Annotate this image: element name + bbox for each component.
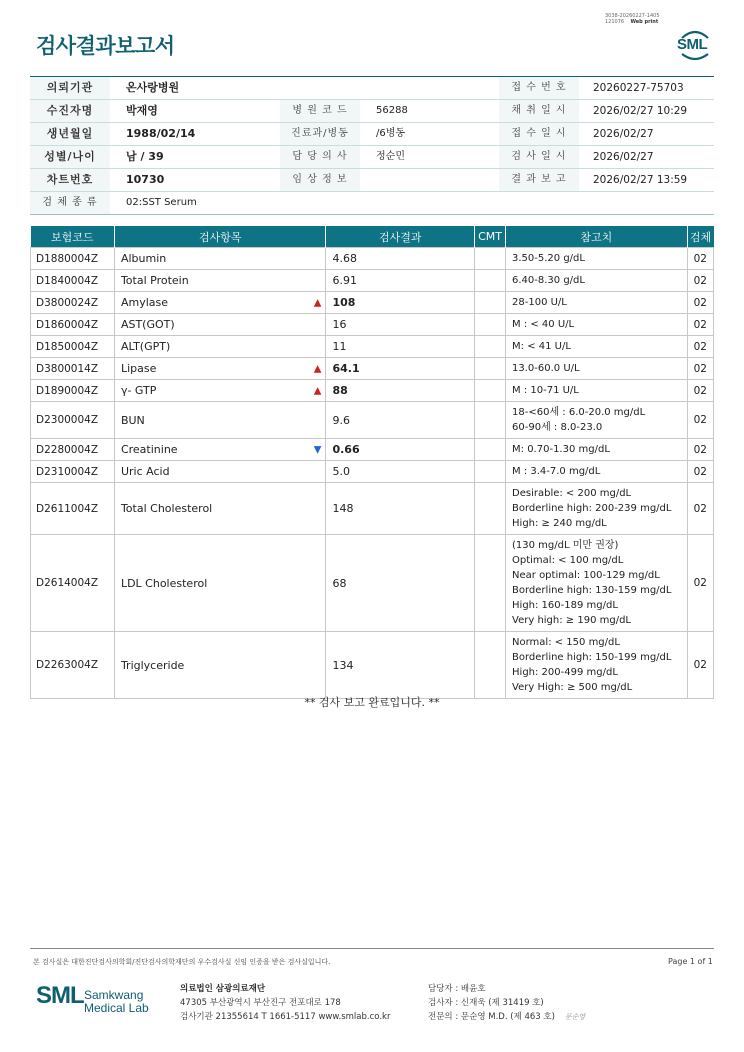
staff-tester: 검사자 : 신재욱 (제 31419 호) xyxy=(428,998,544,1008)
specimen-code: 02 xyxy=(687,314,713,336)
report-time-value: 2026/02/27 13:59 xyxy=(593,174,688,186)
receipt-date-label: 접 수 일 시 xyxy=(499,123,579,145)
test-item xyxy=(114,314,326,336)
col-header-item: 검사항목 xyxy=(114,226,326,248)
reference-line: 6.40-8.30 g/dL xyxy=(512,275,585,286)
reference-line: Very High: ≥ 500 mg/dL xyxy=(512,682,633,693)
test-result: 16 xyxy=(326,314,475,336)
results-header-row xyxy=(31,226,714,248)
test-item xyxy=(114,380,326,402)
cmt-cell xyxy=(475,461,506,483)
test-date-value: 2026/02/27 xyxy=(593,151,654,163)
cmt-cell xyxy=(475,248,506,270)
reference-line: Borderline high: 150-199 mg/dL xyxy=(512,652,672,663)
accreditation-note: 본 검사실은 대한진단검사의학회/진단검사의학재단의 우수검사실 신임 인증을 받은 검사실입니다. xyxy=(33,958,331,966)
info-row-4 xyxy=(30,146,714,169)
specimen-code: 02 xyxy=(687,248,713,270)
chart-label: 차트번호 xyxy=(30,169,110,191)
insurance-code: D2300004Z xyxy=(31,402,115,439)
insurance-code: D1850004Z xyxy=(31,336,115,358)
staff-manager: 담당자 : 배윤호 xyxy=(428,984,486,994)
reference-line: Borderline high: 200-239 mg/dL xyxy=(512,503,672,514)
col-header-code: 보험코드 xyxy=(31,226,115,248)
test-item-name: Uric Acid xyxy=(120,465,170,478)
test-result: 68 xyxy=(326,535,475,632)
insurance-code: D1880004Z xyxy=(31,248,115,270)
test-item xyxy=(114,358,326,380)
insurance-code: D1860004Z xyxy=(31,314,115,336)
cmt-cell xyxy=(475,270,506,292)
test-item xyxy=(114,402,326,439)
specimen-code: 02 xyxy=(687,461,713,483)
test-item xyxy=(114,535,326,632)
cmt-cell xyxy=(475,632,506,699)
result-row xyxy=(31,535,714,632)
print-meta xyxy=(605,13,660,25)
test-item xyxy=(114,336,326,358)
test-item-name: BUN xyxy=(120,413,145,427)
insurance-code: D2614004Z xyxy=(31,535,115,632)
specimen-code: 02 xyxy=(687,270,713,292)
specimen-code: 02 xyxy=(687,439,713,461)
staff-specialist-line xyxy=(428,1010,585,1024)
reference-line: Normal: < 150 mg/dL xyxy=(512,637,620,648)
footer-logo-text: SML xyxy=(36,982,84,1009)
patient-name-label: 수진자명 xyxy=(30,100,110,122)
cmt-cell xyxy=(475,535,506,632)
birth-value: 1988/02/14 xyxy=(126,127,196,140)
samkwang-logo xyxy=(36,982,149,1015)
result-row xyxy=(31,270,714,292)
high-flag-icon: ▲ xyxy=(313,363,322,374)
insurance-code: D2280004Z xyxy=(31,439,115,461)
org-info xyxy=(180,982,390,1024)
result-row xyxy=(31,336,714,358)
footer-divider xyxy=(30,948,714,949)
col-header-specimen: 검체 xyxy=(687,226,713,248)
test-result: 4.68 xyxy=(326,248,475,270)
footer-logo-line1: Samkwang xyxy=(84,988,144,1002)
specimen-label: 검 체 종 류 xyxy=(30,192,110,214)
test-item-name: Creatinine xyxy=(120,443,178,456)
reference-range xyxy=(506,535,688,632)
high-flag-icon: ▲ xyxy=(313,297,322,308)
test-result: 0.66 xyxy=(326,439,475,461)
patient-info xyxy=(30,76,714,215)
test-item xyxy=(114,270,326,292)
test-item-name: Lipase xyxy=(120,362,157,375)
specimen-code: 02 xyxy=(687,380,713,402)
reference-line: 18-<60세 : 6.0-20.0 mg/dL xyxy=(512,407,646,418)
cmt-cell xyxy=(475,336,506,358)
insurance-code: D2611004Z xyxy=(31,483,115,535)
reference-line: (130 mg/dL 미만 권장) xyxy=(512,540,619,551)
reference-line: High: 160-189 mg/dL xyxy=(512,600,618,611)
receipt-no-label: 접 수 번 호 xyxy=(499,77,579,99)
specimen-code: 02 xyxy=(687,632,713,699)
specimen-value: 02:SST Serum xyxy=(126,197,197,208)
reference-line: 3.50-5.20 g/dL xyxy=(512,253,585,264)
reference-range xyxy=(506,632,688,699)
result-row xyxy=(31,358,714,380)
reference-range xyxy=(506,461,688,483)
result-row xyxy=(31,248,714,270)
sex-age-value: 남 / 39 xyxy=(126,150,164,163)
insurance-code: D3800024Z xyxy=(31,292,115,314)
specimen-code: 02 xyxy=(687,292,713,314)
collect-label: 채 취 일 시 xyxy=(499,100,579,122)
insurance-code: D3800014Z xyxy=(31,358,115,380)
result-row xyxy=(31,402,714,439)
test-result: 148 xyxy=(326,483,475,535)
test-date-label: 검 사 일 시 xyxy=(499,146,579,168)
reference-line: 60-90세 : 8.0-23.0 xyxy=(512,422,603,433)
reference-range xyxy=(506,292,688,314)
reference-line: M: 0.70-1.30 mg/dL xyxy=(512,444,610,455)
result-row xyxy=(31,483,714,535)
reference-range xyxy=(506,314,688,336)
report-title: 검사결과보고서 xyxy=(36,34,175,58)
cmt-cell xyxy=(475,439,506,461)
info-row-3 xyxy=(30,123,714,146)
test-item-name: Albumin xyxy=(120,252,167,265)
reference-line: M: < 41 U/L xyxy=(512,341,571,352)
col-header-result: 검사결과 xyxy=(326,226,475,248)
high-flag-icon: ▲ xyxy=(313,385,322,396)
test-result: 64.1 xyxy=(326,358,475,380)
test-result: 5.0 xyxy=(326,461,475,483)
cmt-cell xyxy=(475,314,506,336)
org-contact: 검사기관 21355614 T 1661-5117 www.smlab.co.kr xyxy=(180,1012,391,1022)
insurance-code: D1840004Z xyxy=(31,270,115,292)
collect-value: 2026/02/27 10:29 xyxy=(593,105,688,117)
hosp-code-value: 56288 xyxy=(376,105,408,116)
reference-range xyxy=(506,358,688,380)
test-item-name: Total Cholesterol xyxy=(120,502,213,515)
col-header-reference: 참고치 xyxy=(506,226,688,248)
reference-line: M : < 40 U/L xyxy=(512,319,575,330)
result-row xyxy=(31,380,714,402)
completion-notice: ** 검사 보고 완료입니다. ** xyxy=(304,696,440,709)
reference-line: High: 200-499 mg/dL xyxy=(512,667,618,678)
col-header-cmt: CMT xyxy=(475,226,506,248)
results-table xyxy=(30,226,714,699)
info-row-5 xyxy=(30,169,714,192)
doctor-label: 담 당 의 사 xyxy=(280,146,360,168)
reference-range xyxy=(506,336,688,358)
reference-line: Very high: ≥ 190 mg/dL xyxy=(512,615,631,626)
reference-line: M : 10-71 U/L xyxy=(512,385,579,396)
test-item-name: ALT(GPT) xyxy=(120,340,171,353)
cmt-cell xyxy=(475,483,506,535)
result-row xyxy=(31,314,714,336)
test-item-name: Amylase xyxy=(120,296,168,309)
test-item-name: γ- GTP xyxy=(120,384,157,397)
reference-line: Optimal: < 100 mg/dL xyxy=(512,555,624,566)
print-meta-line2 xyxy=(605,19,660,25)
reference-line: 28-100 U/L xyxy=(512,297,567,308)
specimen-code: 02 xyxy=(687,336,713,358)
sml-logo-icon xyxy=(676,24,714,64)
staff-specialist: 전문의 : 문순영 M.D. (제 463 호) xyxy=(428,1012,555,1022)
test-result: 6.91 xyxy=(326,270,475,292)
reference-range xyxy=(506,402,688,439)
insurance-code: D2310004Z xyxy=(31,461,115,483)
web-print-label: Web print xyxy=(630,19,659,25)
test-item xyxy=(114,248,326,270)
clinical-label: 임 상 정 보 xyxy=(280,169,360,191)
result-row xyxy=(31,632,714,699)
test-item xyxy=(114,483,326,535)
specimen-code: 02 xyxy=(687,483,713,535)
patient-name-value: 박재영 xyxy=(126,104,158,117)
sex-age-label: 성별/나이 xyxy=(30,146,110,168)
cmt-cell xyxy=(475,292,506,314)
receipt-no-value: 20260227-75703 xyxy=(593,82,684,94)
signature: 문순영 xyxy=(564,1013,586,1021)
hospital-label: 의뢰기관 xyxy=(30,77,110,99)
reference-line: M : 3.4-7.0 mg/dL xyxy=(512,466,601,477)
test-result: 9.6 xyxy=(326,402,475,439)
test-item xyxy=(114,439,326,461)
doctor-value: 정순민 xyxy=(376,151,405,162)
reference-line: Near optimal: 100-129 mg/dL xyxy=(512,570,660,581)
specimen-code: 02 xyxy=(687,402,713,439)
chart-value: 10730 xyxy=(126,173,165,186)
test-result: 108 xyxy=(326,292,475,314)
test-item xyxy=(114,461,326,483)
test-item xyxy=(114,632,326,699)
report-time-label: 결 과 보 고 xyxy=(499,169,579,191)
print-meta-id: 121076 xyxy=(605,19,625,25)
footer-logo-line2: Medical Lab xyxy=(84,1001,149,1015)
specimen-code: 02 xyxy=(687,535,713,632)
result-row xyxy=(31,461,714,483)
receipt-date-value: 2026/02/27 xyxy=(593,128,654,140)
test-item xyxy=(114,292,326,314)
reference-range xyxy=(506,380,688,402)
reference-range xyxy=(506,483,688,535)
reference-range xyxy=(506,270,688,292)
cmt-cell xyxy=(475,402,506,439)
results-body xyxy=(31,248,714,699)
specimen-code: 02 xyxy=(687,358,713,380)
reference-line: Borderline high: 130-159 mg/dL xyxy=(512,585,672,596)
result-row xyxy=(31,439,714,461)
insurance-code: D1890004Z xyxy=(31,380,115,402)
org-name: 의료법인 삼광의료재단 xyxy=(180,984,266,994)
test-item-name: LDL Cholesterol xyxy=(120,576,208,590)
print-meta-line1: 3038-20260227-1405 xyxy=(605,13,660,19)
page-number: Page 1 of 1 xyxy=(668,957,713,966)
reference-range xyxy=(506,248,688,270)
birth-label: 생년월일 xyxy=(30,123,110,145)
insurance-code: D2263004Z xyxy=(31,632,115,699)
org-address: 47305 부산광역시 부산진구 전포대로 178 xyxy=(180,998,341,1008)
reference-line: Desirable: < 200 mg/dL xyxy=(512,488,632,499)
info-row-1 xyxy=(30,77,714,100)
test-item-name: Total Protein xyxy=(120,274,189,287)
info-row-6 xyxy=(30,192,714,215)
dept-value: /6병동 xyxy=(376,128,406,139)
hospital-value: 온사랑병원 xyxy=(126,81,180,94)
hosp-code-label: 병 원 코 드 xyxy=(280,100,360,122)
dept-label: 진료과/병동 xyxy=(280,123,360,145)
reference-line: 13.0-60.0 U/L xyxy=(512,363,580,374)
result-row xyxy=(31,292,714,314)
reference-range xyxy=(506,439,688,461)
test-item-name: Triglyceride xyxy=(120,658,185,672)
test-item-name: AST(GOT) xyxy=(120,318,175,331)
test-result: 11 xyxy=(326,336,475,358)
reference-line: High: ≥ 240 mg/dL xyxy=(512,518,607,529)
cmt-cell xyxy=(475,358,506,380)
cmt-cell xyxy=(475,380,506,402)
test-result: 134 xyxy=(326,632,475,699)
staff-info xyxy=(428,982,585,1024)
sml-logo-text: SML xyxy=(677,36,708,53)
low-flag-icon: ▼ xyxy=(313,444,322,455)
info-row-2 xyxy=(30,100,714,123)
footer-logo-name xyxy=(84,989,149,1015)
test-result: 88 xyxy=(326,380,475,402)
